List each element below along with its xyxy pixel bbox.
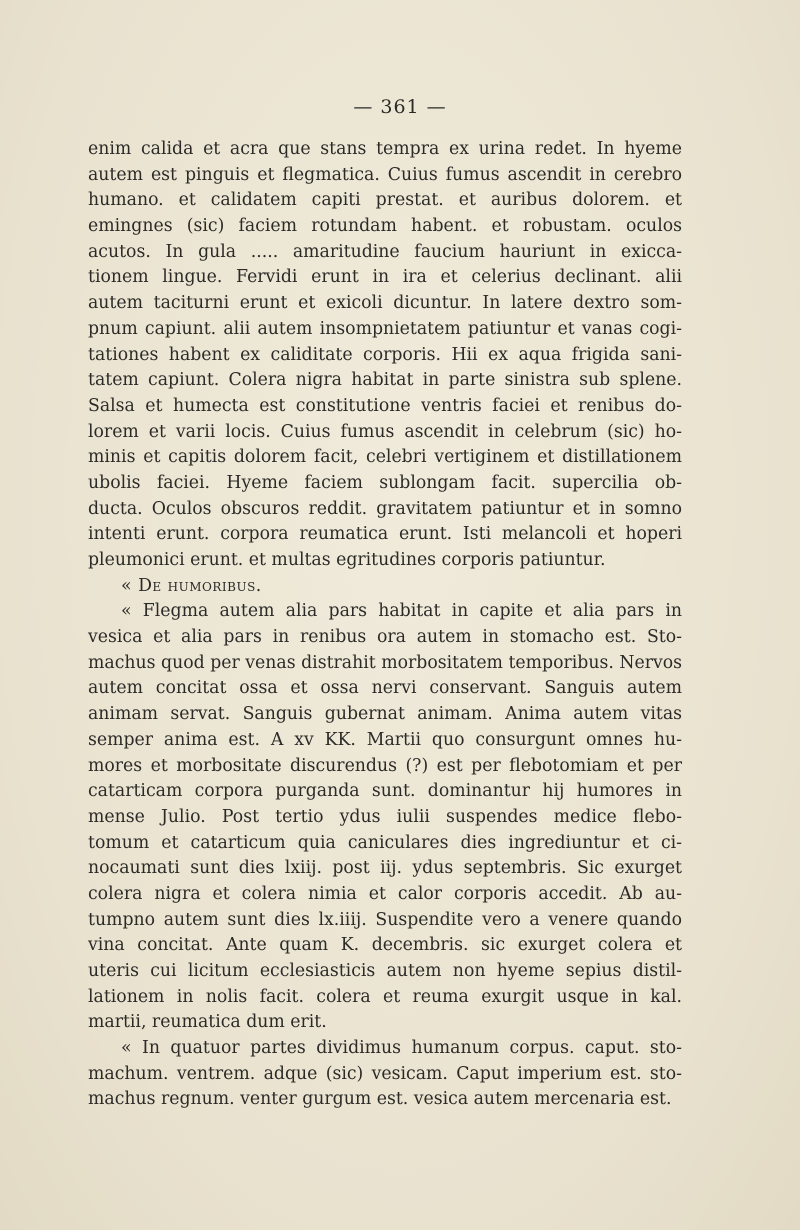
text-line: animam servat. Sanguis gubernat animam. Anima autem vitas [88, 704, 682, 725]
text-line: humano. et calidatem capiti prestat. et auribus dolorem. et [88, 190, 682, 211]
text-line: ducta. Oculos obscuros reddit. gravitatem patiuntur et in somno [88, 498, 682, 519]
text-line: ubolis faciei. Hyeme faciem sublongam facit. supercilia ob- [88, 472, 682, 493]
text-line: tatem capiunt. Colera nigra habitat in parte sinistra sub splene. [88, 370, 682, 391]
text-line: autem taciturni erunt et exicoli dicuntur. In latere dextro som- [88, 293, 682, 314]
text-line: « Flegma autem alia pars habitat in capite et alia pars in [121, 601, 682, 622]
text-line: tomum et catarticum quia caniculares dies ingrediuntur et ci- [88, 832, 682, 853]
text-line: pnum capiunt. alii autem insompnietatem patiuntur et vanas cogi- [88, 318, 682, 339]
text-line: mense Julio. Post tertio ydus iulii suspendes medice flebo- [88, 806, 682, 827]
text-line: catarticam corpora purganda sunt. dominantur hij humores in [88, 781, 682, 802]
text-line: acutos. In gula ..... amaritudine faucium hauriunt in exicca- [88, 241, 682, 262]
text-line: uteris cui licitum ecclesiasticis autem non hyeme sepius distil- [88, 961, 682, 981]
text-line: machum. ventrem. adque (sic) vesicam. Caput imperium est. sto- [88, 1063, 682, 1084]
text-line: semper anima est. A xv KK. Martii quo consurgunt omnes hu- [88, 729, 682, 750]
text-line: « In quatuor partes dividimus humanum corpus. caput. sto- [121, 1038, 682, 1059]
text-line: machus quod per venas distrahit morbositatem temporibus. Nervos [88, 652, 682, 673]
body-text [88, 137, 682, 1113]
text-line: vesica et alia pars in renibus ora autem in stomacho est. Sto- [88, 627, 682, 648]
text-line: vina concitat. Ante quam K. decembris. sic exurget colera et [88, 935, 682, 956]
text-line: martii, reumatica dum erit. [88, 1012, 327, 1033]
text-line: nocaumati sunt dies lxiij. post iij. ydus septembris. Sic exurget [88, 858, 682, 879]
text-line: emingnes (sic) faciem rotundam habent. et robustam. oculos [88, 216, 682, 237]
text-line: tumpno autem sunt dies lx.iiij. Suspendite vero a venere quando [88, 909, 682, 930]
text-line: machus regnum. venter gurgum est. vesica autem mercenaria est. [88, 1089, 672, 1110]
text-line: lationem in nolis facit. colera et reuma exurgit usque in kal. [88, 986, 682, 1007]
text-line: tionem lingue. Fervidi erunt in ira et celerius declinant. alii [88, 267, 682, 288]
text-line: intenti erunt. corpora reumatica erunt. Isti melancoli et hoperi [88, 524, 682, 545]
text-line: colera nigra et colera nimia et calor corporis accedit. Ab au- [88, 883, 682, 904]
text-line: Salsa et humecta est constitutione ventris faciei et renibus do- [88, 395, 682, 416]
text-line: mores et morbositate discurendus (?) est per flebotomiam et per [88, 755, 682, 776]
text-line: enim calida et acra que stans tempra ex urina redet. In hyeme [88, 139, 682, 159]
section-heading [88, 574, 682, 600]
page-number: — 361 — [353, 96, 447, 118]
text-line: minis et capitis dolorem facit, celebri vertiginem et distillationem [88, 447, 682, 468]
text-line: lorem et varii locis. Cuius fumus ascendit in celebrum (sic) ho- [88, 421, 682, 442]
text-line: pleumonici erunt. et multas egritudines corporis patiuntur. [88, 550, 606, 570]
text-line: autem est pinguis et flegmatica. Cuius fumus ascendit in cerebro [88, 164, 682, 185]
text-line: autem concitat ossa et ossa nervi conservant. Sanguis autem [88, 678, 682, 699]
text-line: tationes habent ex caliditate corporis. Hii ex aqua frigida sani- [88, 344, 682, 365]
section-heading-text: « De humoribus. [121, 575, 262, 596]
